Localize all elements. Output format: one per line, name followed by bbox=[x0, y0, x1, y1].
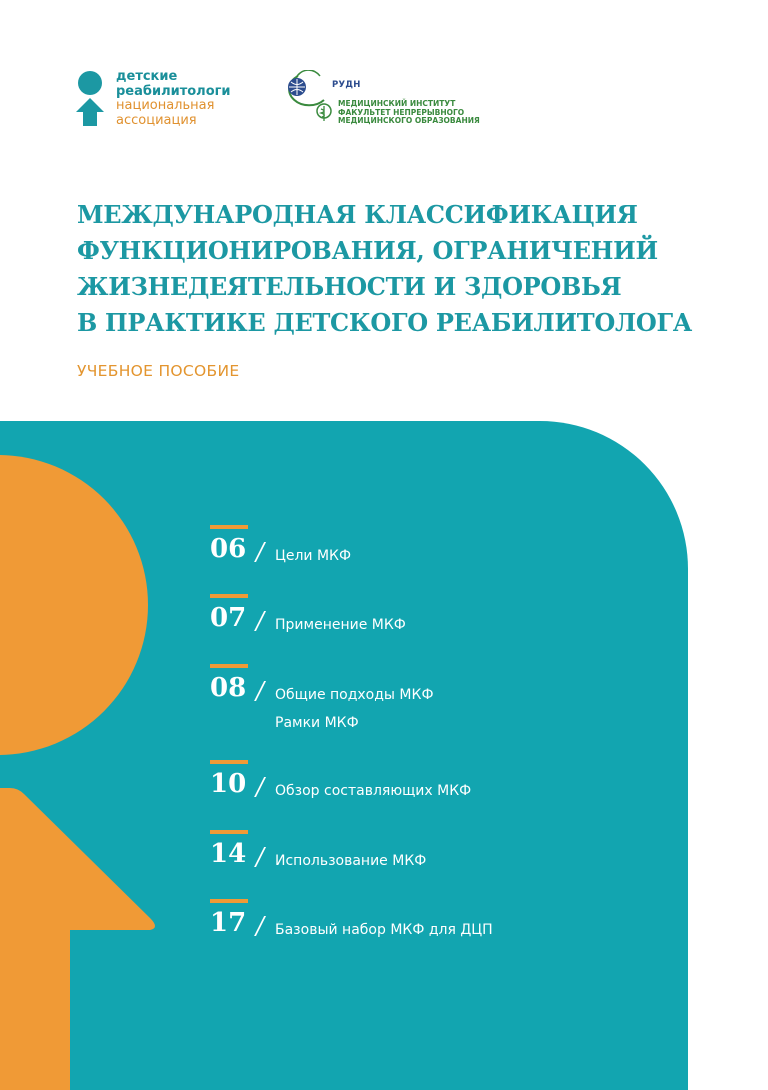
toc-entry-line: Базовый набор МКФ для ДЦП bbox=[275, 922, 493, 938]
toc-accent-bar bbox=[210, 830, 248, 834]
association-line-3: национальная bbox=[116, 98, 215, 113]
toc-separator: / bbox=[256, 607, 265, 635]
toc-separator: / bbox=[256, 773, 265, 801]
university-line-1: МЕДИЦИНСКИЙ ИНСТИТУТ bbox=[338, 99, 456, 108]
toc-accent-bar bbox=[210, 760, 248, 764]
title-line-4: В ПРАКТИКЕ ДЕТСКОГО РЕАБИЛИТОЛОГА bbox=[77, 308, 692, 337]
document-subtitle: УЧЕБНОЕ ПОСОБИЕ bbox=[77, 362, 240, 380]
title-line-2: ФУНКЦИОНИРОВАНИЯ, ОГРАНИЧЕНИЙ bbox=[77, 236, 658, 265]
toc-page-number: 08 bbox=[210, 673, 247, 703]
university-logo bbox=[276, 70, 506, 132]
toc-entry-text bbox=[275, 542, 351, 570]
orange-figure-body bbox=[0, 788, 160, 1090]
toc-accent-bar bbox=[210, 899, 248, 903]
toc-entry-text bbox=[275, 681, 434, 737]
title-line-3: ЖИЗНЕДЕЯТЕЛЬНОСТИ И ЗДОРОВЬЯ bbox=[77, 272, 622, 301]
toc-entry-text bbox=[275, 847, 426, 875]
toc-page-number: 07 bbox=[210, 603, 247, 633]
toc-separator: / bbox=[256, 912, 265, 940]
toc-page-number: 17 bbox=[210, 908, 247, 938]
association-line-1: детские bbox=[116, 69, 178, 84]
university-line-3: МЕДИЦИНСКОГО ОБРАЗОВАНИЯ bbox=[338, 116, 480, 126]
toc-entry-text bbox=[275, 916, 493, 944]
toc-separator: / bbox=[256, 843, 265, 871]
toc-page-number: 06 bbox=[210, 534, 247, 564]
toc-entry-line: Цели МКФ bbox=[275, 548, 352, 564]
toc-accent-bar bbox=[210, 525, 248, 529]
toc-entry-line: Обзор составляющих МКФ bbox=[275, 783, 472, 799]
university-line-2: ФАКУЛЬТЕТ НЕПРЕРЫВНОГО bbox=[338, 107, 465, 117]
title-line-1: МЕЖДУНАРОДНАЯ КЛАССИФИКАЦИЯ bbox=[77, 200, 638, 229]
medical-snake-icon bbox=[316, 103, 332, 123]
person-logo-icon bbox=[74, 68, 108, 128]
toc-entry-text bbox=[275, 777, 471, 805]
toc-separator: / bbox=[256, 538, 265, 566]
university-faculty bbox=[338, 100, 480, 126]
toc-entry-line: Использование МКФ bbox=[275, 853, 427, 869]
toc-accent-bar bbox=[210, 664, 248, 668]
toc-page-number: 10 bbox=[210, 769, 247, 799]
toc-entry-line: Общие подходы МКФ bbox=[275, 687, 434, 703]
association-logo bbox=[74, 68, 264, 130]
toc-separator: / bbox=[256, 677, 265, 705]
toc-accent-bar bbox=[210, 594, 248, 598]
toc-entry-text bbox=[275, 611, 406, 639]
university-name: РУДН bbox=[332, 80, 361, 90]
toc-page-number: 14 bbox=[210, 839, 247, 869]
document-title bbox=[77, 197, 737, 341]
toc-entry-line: Применение МКФ bbox=[275, 617, 406, 633]
association-line-4: ассоциация bbox=[116, 112, 197, 128]
association-name bbox=[116, 70, 231, 128]
association-line-2: реабилитологи bbox=[116, 83, 231, 99]
toc-entry-line: Рамки МКФ bbox=[275, 715, 359, 731]
